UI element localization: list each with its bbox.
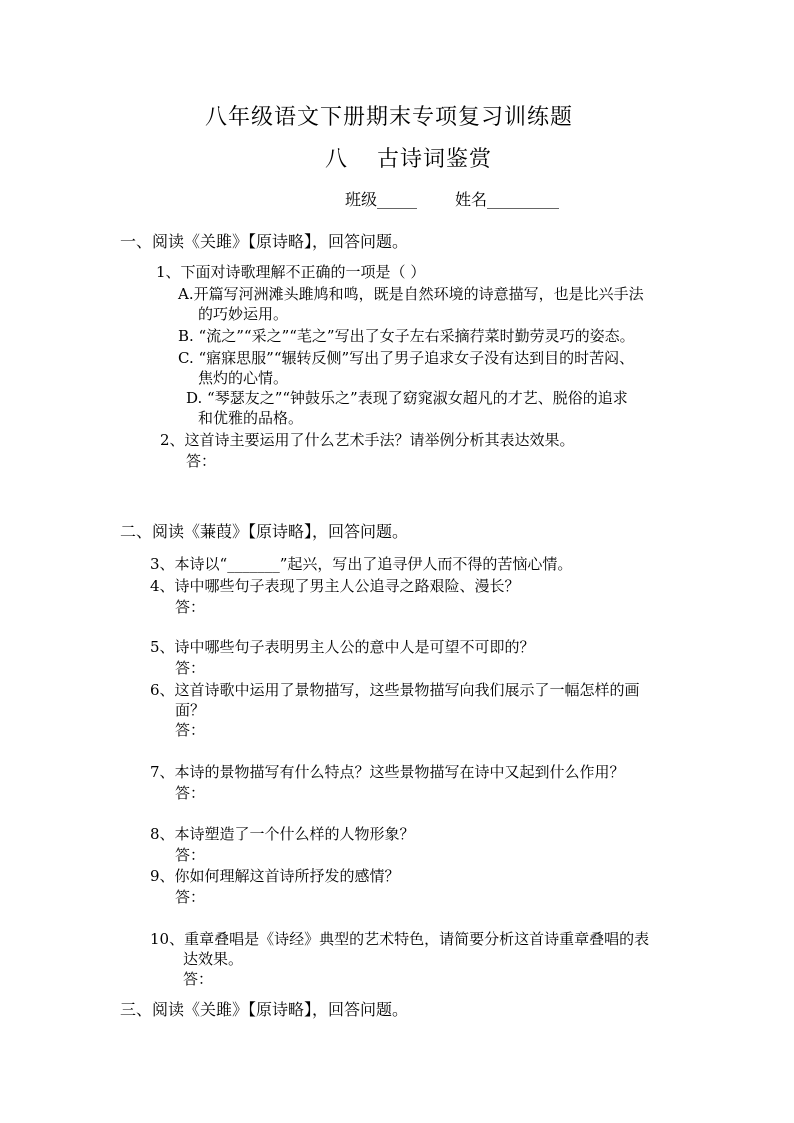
question-4-answer-label: 答： bbox=[175, 598, 206, 616]
question-6-answer-label: 答： bbox=[175, 721, 206, 739]
question-8-answer-label: 答： bbox=[175, 846, 206, 864]
question-1-option-a: A.开篇写河洲滩头雎鸠和鸣，既是自然环境的诗意描写，也是比兴手法 bbox=[178, 285, 644, 303]
unit-title: 古诗词鉴赏 bbox=[377, 147, 493, 172]
unit-number: 八 bbox=[325, 147, 349, 172]
question-8: 8、本诗塑造了一个什么样的人物形象？ bbox=[150, 825, 415, 843]
question-5: 5、诗中哪些句子表明男主人公的意中人是可望不可即的？ bbox=[150, 638, 535, 656]
question-3: 3、本诗以“_______”起兴，写出了追寻伊人而不得的苦恼心情。 bbox=[150, 555, 573, 573]
question-7: 7、本诗的景物描写有什么特点？这些景物描写在诗中又起到什么作用？ bbox=[150, 763, 625, 781]
question-5-answer-label: 答： bbox=[175, 659, 206, 677]
name-field-label: 姓名_________ bbox=[455, 190, 560, 209]
page-title: 八年级语文下册期末专项复习训练题 bbox=[205, 105, 574, 130]
question-1-option-d: D. “琴瑟友之”“钟鼓乐之”表现了窈窕淑女超凡的才艺、脱俗的追求 bbox=[186, 389, 628, 407]
question-1-option-c: C. “寤寐思服”“辗转反侧”写出了男子追求女子没有达到目的时苦闷、 bbox=[178, 349, 635, 367]
question-7-answer-label: 答： bbox=[175, 784, 206, 802]
question-10-answer-label: 答： bbox=[183, 970, 214, 988]
question-9: 9、你如何理解这首诗所抒发的感情？ bbox=[150, 867, 400, 885]
class-field-label: 班级_____ bbox=[345, 190, 418, 209]
question-2-answer-label: 答： bbox=[186, 452, 217, 470]
section-2-heading: 二、阅读《蒹葭》【原诗略】，回答问题。 bbox=[120, 522, 409, 541]
question-9-answer-label: 答： bbox=[175, 888, 206, 906]
question-1-option-d-cont: 和优雅的品格。 bbox=[198, 409, 304, 427]
question-1-stem: 1、下面对诗歌理解不正确的一项是（ ） bbox=[156, 263, 426, 281]
question-2: 2、这首诗主要运用了什么艺术手法？请举例分析其表达效果。 bbox=[160, 431, 575, 449]
question-1-option-c-cont: 焦灼的心情。 bbox=[198, 369, 289, 387]
question-6-cont: 面？ bbox=[175, 701, 206, 719]
question-10: 10、重章叠唱是《诗经》典型的艺术特色，请简要分析这首诗重章叠唱的表 bbox=[150, 930, 650, 948]
question-1-option-b: B. “流之”“采之”“芼之”写出了女子左右采摘荇菜时勤劳灵巧的姿态。 bbox=[178, 327, 635, 345]
section-3-heading: 三、阅读《关雎》【原诗略】，回答问题。 bbox=[120, 1000, 409, 1019]
section-1-heading: 一、阅读《关雎》【原诗略】，回答问题。 bbox=[120, 232, 409, 251]
question-10-cont: 达效果。 bbox=[183, 950, 244, 968]
question-1-option-a-cont: 的巧妙运用。 bbox=[198, 305, 289, 323]
question-4: 4、诗中哪些句子表现了男主人公追寻之路艰险、漫长？ bbox=[150, 577, 520, 595]
question-6: 6、这首诗歌中运用了景物描写，这些景物描写向我们展示了一幅怎样的画 bbox=[150, 681, 640, 699]
